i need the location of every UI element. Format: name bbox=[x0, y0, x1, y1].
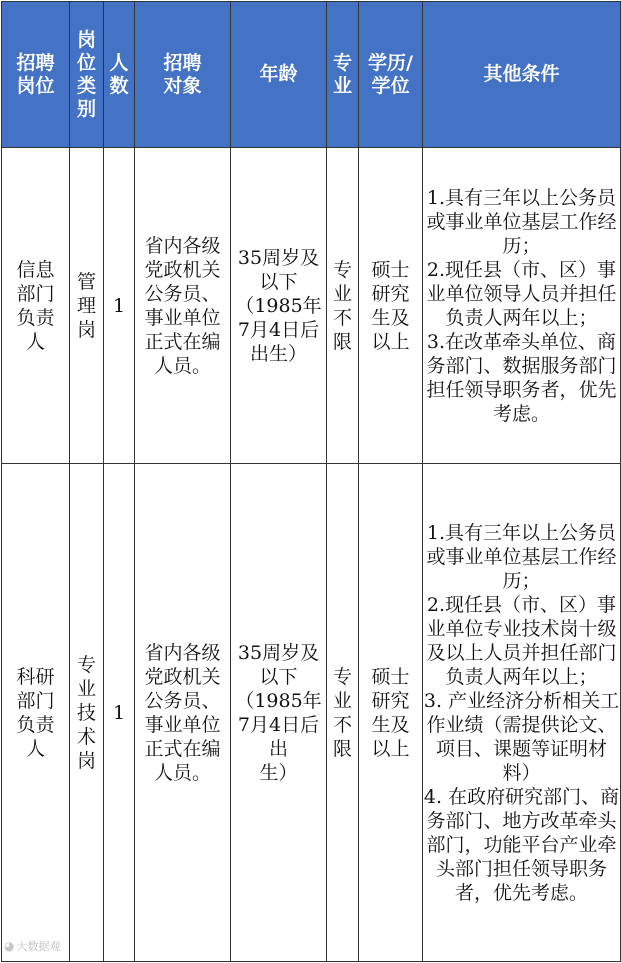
header-cell-post: 招聘 岗位 bbox=[2, 2, 70, 148]
table-row bbox=[2, 464, 621, 962]
header-cell-degree: 学历/ 学位 bbox=[359, 2, 423, 148]
condition-item: 2.现任县（市、区）事业单位领导人员并担任负责人两年以上； bbox=[426, 258, 617, 329]
table-row bbox=[2, 148, 621, 464]
weibo-icon: ◕ bbox=[4, 939, 15, 953]
condition-item: 3.在改革牵头单位、商务部门、数据服务部门担任领导职务者，优先考虑。 bbox=[426, 330, 617, 425]
cell-conditions bbox=[423, 464, 621, 962]
cell-count: 1 bbox=[104, 464, 135, 962]
cell-target: 省内各级 党政机关 公务员、 事业单位 正式在编 人员。 bbox=[135, 148, 231, 464]
cell-post: 信息 部门 负责 人 bbox=[2, 148, 70, 464]
header-cell-category: 岗 位 类 别 bbox=[70, 2, 104, 148]
header-cell-conditions: 其他条件 bbox=[423, 2, 621, 148]
watermark-text: 大数据观 bbox=[16, 940, 61, 953]
cell-major: 专 业 不 限 bbox=[327, 148, 359, 464]
header-cell-age: 年龄 bbox=[231, 2, 327, 148]
cell-target: 省内各级 党政机关 公务员、 事业单位 正式在编 人员。 bbox=[135, 464, 231, 962]
cell-degree: 硕士 研究 生及 以上 bbox=[359, 148, 423, 464]
cell-count: 1 bbox=[104, 148, 135, 464]
condition-item: 3. 产业经济分析相关工作业绩（需提供论文、项目、课题等证明材料） bbox=[423, 689, 620, 784]
cell-category: 专 业 技 术 岗 bbox=[70, 464, 104, 962]
condition-item: 4. 在政府研究部门、商务部门、地方改革牵头部门，功能平台产业牵头部门担任领导职务者，优先考虑。 bbox=[423, 785, 620, 904]
cell-degree: 硕士 研究 生及 以上 bbox=[359, 464, 423, 962]
watermark bbox=[4, 938, 60, 954]
cell-category: 管 理 岗 bbox=[70, 148, 104, 464]
cell-major: 专 业 不 限 bbox=[327, 464, 359, 962]
condition-item: 2.现任县（市、区）事业单位专业技术岗十级及以上人员并担任部门负责人两年以上； bbox=[426, 593, 617, 688]
cell-age: 35周岁及 以下 （1985年 7月4日后出 生） bbox=[231, 464, 327, 962]
condition-item: 1.具有三年以上公务员或事业单位基层工作经历； bbox=[426, 521, 617, 592]
condition-item: 1.具有三年以上公务员或事业单位基层工作经历； bbox=[426, 186, 617, 257]
header-cell-target: 招聘 对象 bbox=[135, 2, 231, 148]
header-cell-major: 专 业 bbox=[327, 2, 359, 148]
header-cell-count: 人 数 bbox=[104, 2, 135, 148]
cell-post: 科研 部门 负责 人 bbox=[2, 464, 70, 962]
recruitment-table bbox=[1, 1, 621, 962]
cell-age: 35周岁及 以下 （1985年 7月4日后 出生） bbox=[231, 148, 327, 464]
table-header-row bbox=[2, 2, 621, 148]
cell-conditions bbox=[423, 148, 621, 464]
